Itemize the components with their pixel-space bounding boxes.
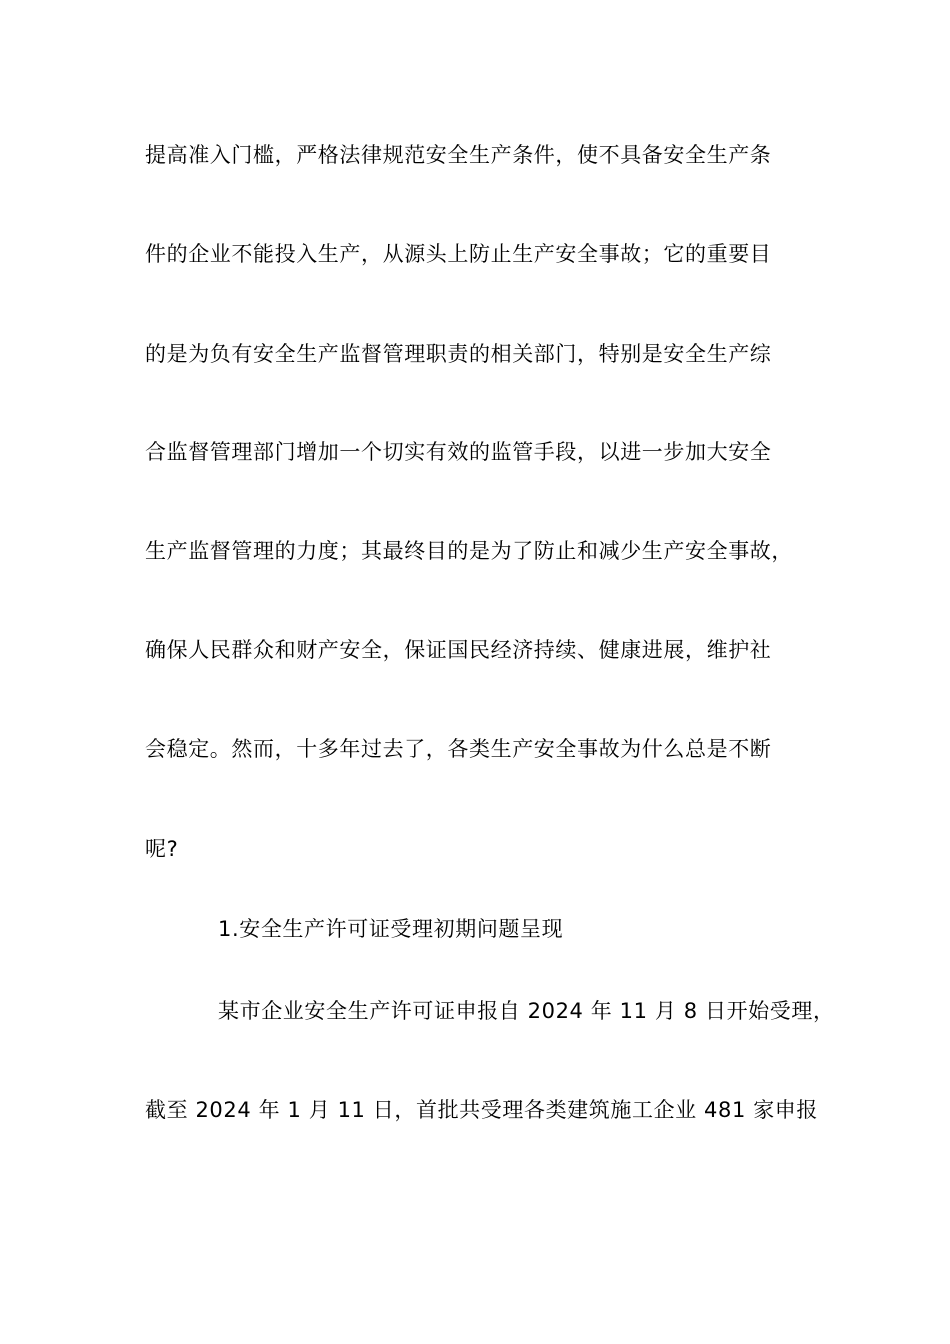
body-text-line: 合监督管理部门增加一个切实有效的监管手段，以进一步加大安全 — [145, 440, 772, 464]
body-text-line: 呢? — [145, 837, 179, 861]
body-text-line: 的是为负有安全生产监督管理职责的相关部门，特别是安全生产综 — [145, 342, 772, 366]
body-text-line: 件的企业不能投入生产，从源头上防止生产安全事故；它的重要目 — [145, 242, 772, 266]
body-text-line: 会稳定。然而，十多年过去了，各类生产安全事故为什么总是不断 — [145, 737, 772, 761]
body-text-line: 某市企业安全生产许可证申报自 2024 年 11 月 8 日开始受理， — [218, 999, 835, 1023]
body-text-line: 提高准入门槛，严格法律规范安全生产条件，使不具备安全生产条 — [145, 143, 772, 167]
body-text-line: 生产监督管理的力度；其最终目的是为了防止和减少生产安全事故， — [145, 539, 793, 563]
body-text-line: 截至 2024 年 1 月 11 日，首批共受理各类建筑施工企业 481 家申报 — [145, 1098, 819, 1122]
body-text-line: 确保人民群众和财产安全，保证国民经济持续、健康进展，维护社 — [145, 638, 772, 662]
section-heading: 1.安全生产许可证受理初期问题呈现 — [218, 917, 564, 941]
